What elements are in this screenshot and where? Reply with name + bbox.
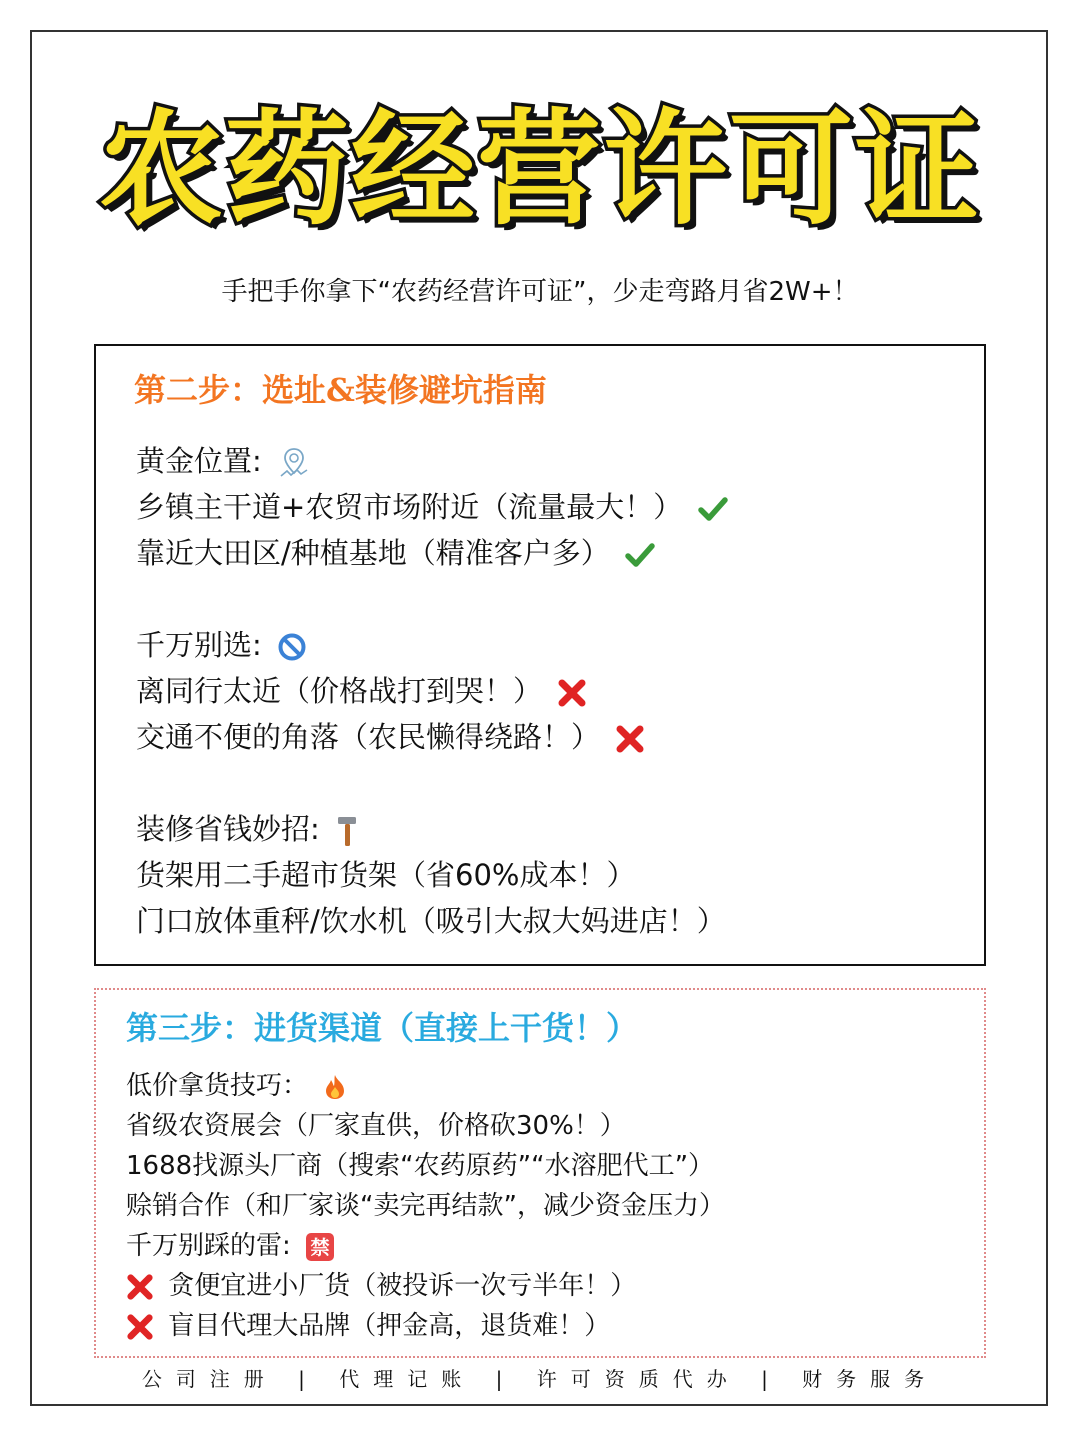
- cross-mark-icon: [615, 724, 645, 754]
- avoid-label: 千万别选:: [136, 628, 262, 662]
- cross-mark-icon: [126, 1313, 154, 1341]
- page-subtitle: 手把手你拿下“农药经营许可证”，少走弯路月省2W+！: [216, 272, 865, 312]
- step2-title: 第二步：选址&装修避坑指南: [134, 371, 547, 409]
- hammer-icon: [335, 814, 359, 848]
- tips-item-row: [126, 1106, 725, 1146]
- cross-mark-icon: [557, 678, 587, 708]
- decor-row: [136, 806, 728, 852]
- check-mark-icon: [625, 541, 655, 569]
- subtitle-wrap: [0, 272, 1080, 312]
- decor-item-row: [136, 898, 728, 944]
- tips-item-text: 省级农资展会（厂家直供，价格砍30%！）: [126, 1111, 626, 1141]
- avoid-item-row: [136, 714, 728, 760]
- tips-item-text: 1688找源头厂商（搜索“农药原药”“水溶肥代工”）: [126, 1151, 715, 1181]
- decor-label: 装修省钱妙招:: [136, 812, 320, 846]
- golden-item-row: [136, 530, 728, 576]
- avoid-item-text: 离同行太近（价格战打到哭！）: [136, 674, 543, 708]
- forbidden-badge-text: 禁: [310, 1236, 330, 1259]
- step2-box: [94, 344, 986, 966]
- golden-item-row: [136, 484, 728, 530]
- tips-label: 低价拿货技巧：: [126, 1071, 309, 1101]
- trap-item-text: 贪便宜进小厂货（被投诉一次亏半年！）: [168, 1271, 637, 1301]
- avoid-item-row: [136, 668, 728, 714]
- tips-item-row: [126, 1186, 725, 1226]
- step3-box: [94, 988, 986, 1358]
- decor-item-text: 门口放体重秤/饮水机（吸引大叔大妈进店！）: [136, 904, 726, 938]
- avoid-item-text: 交通不便的角落（农民懒得绕路！）: [136, 720, 601, 754]
- tips-item-text: 赊销合作（和厂家谈“卖完再结款”，减少资金压力）: [126, 1191, 725, 1221]
- traps-row: [126, 1226, 725, 1266]
- tips-item-row: [126, 1146, 725, 1186]
- trap-item-row: [126, 1306, 725, 1346]
- golden-item-text: 靠近大田区/种植基地（精准客户多）: [136, 536, 610, 570]
- golden-location-row: [136, 438, 728, 484]
- trap-item-text: 盲目代理大品牌（押金高，退货难！）: [168, 1311, 611, 1341]
- spacer: [136, 760, 728, 806]
- step3-content: [126, 1066, 725, 1346]
- avoid-row: [136, 622, 728, 668]
- trap-item-row: [126, 1266, 725, 1306]
- check-mark-icon: [698, 495, 728, 523]
- spacer: [136, 576, 728, 622]
- decor-item-row: [136, 852, 728, 898]
- page-title: 农药经营许可证: [98, 98, 981, 242]
- location-pin-icon: [277, 446, 311, 480]
- golden-location-label: 黄金位置:: [136, 444, 262, 478]
- fire-icon: [322, 1073, 348, 1101]
- golden-item-text: 乡镇主干道+农贸市场附近（流量最大！）: [136, 490, 683, 524]
- cross-mark-icon: [126, 1273, 154, 1301]
- step2-content: [136, 438, 728, 944]
- step3-title: 第三步：进货渠道（直接上干货！）: [126, 1009, 639, 1047]
- prohibited-icon: [277, 632, 307, 662]
- forbidden-badge-icon: [305, 1232, 335, 1262]
- traps-label: 千万别踩的雷:: [126, 1231, 291, 1261]
- decor-item-text: 货架用二手超市货架（省60%成本！）: [136, 858, 636, 892]
- tips-row: [126, 1066, 725, 1106]
- footer-services: 公司注册 | 代理记账 | 许可资质代办 | 财务服务: [141, 1367, 939, 1391]
